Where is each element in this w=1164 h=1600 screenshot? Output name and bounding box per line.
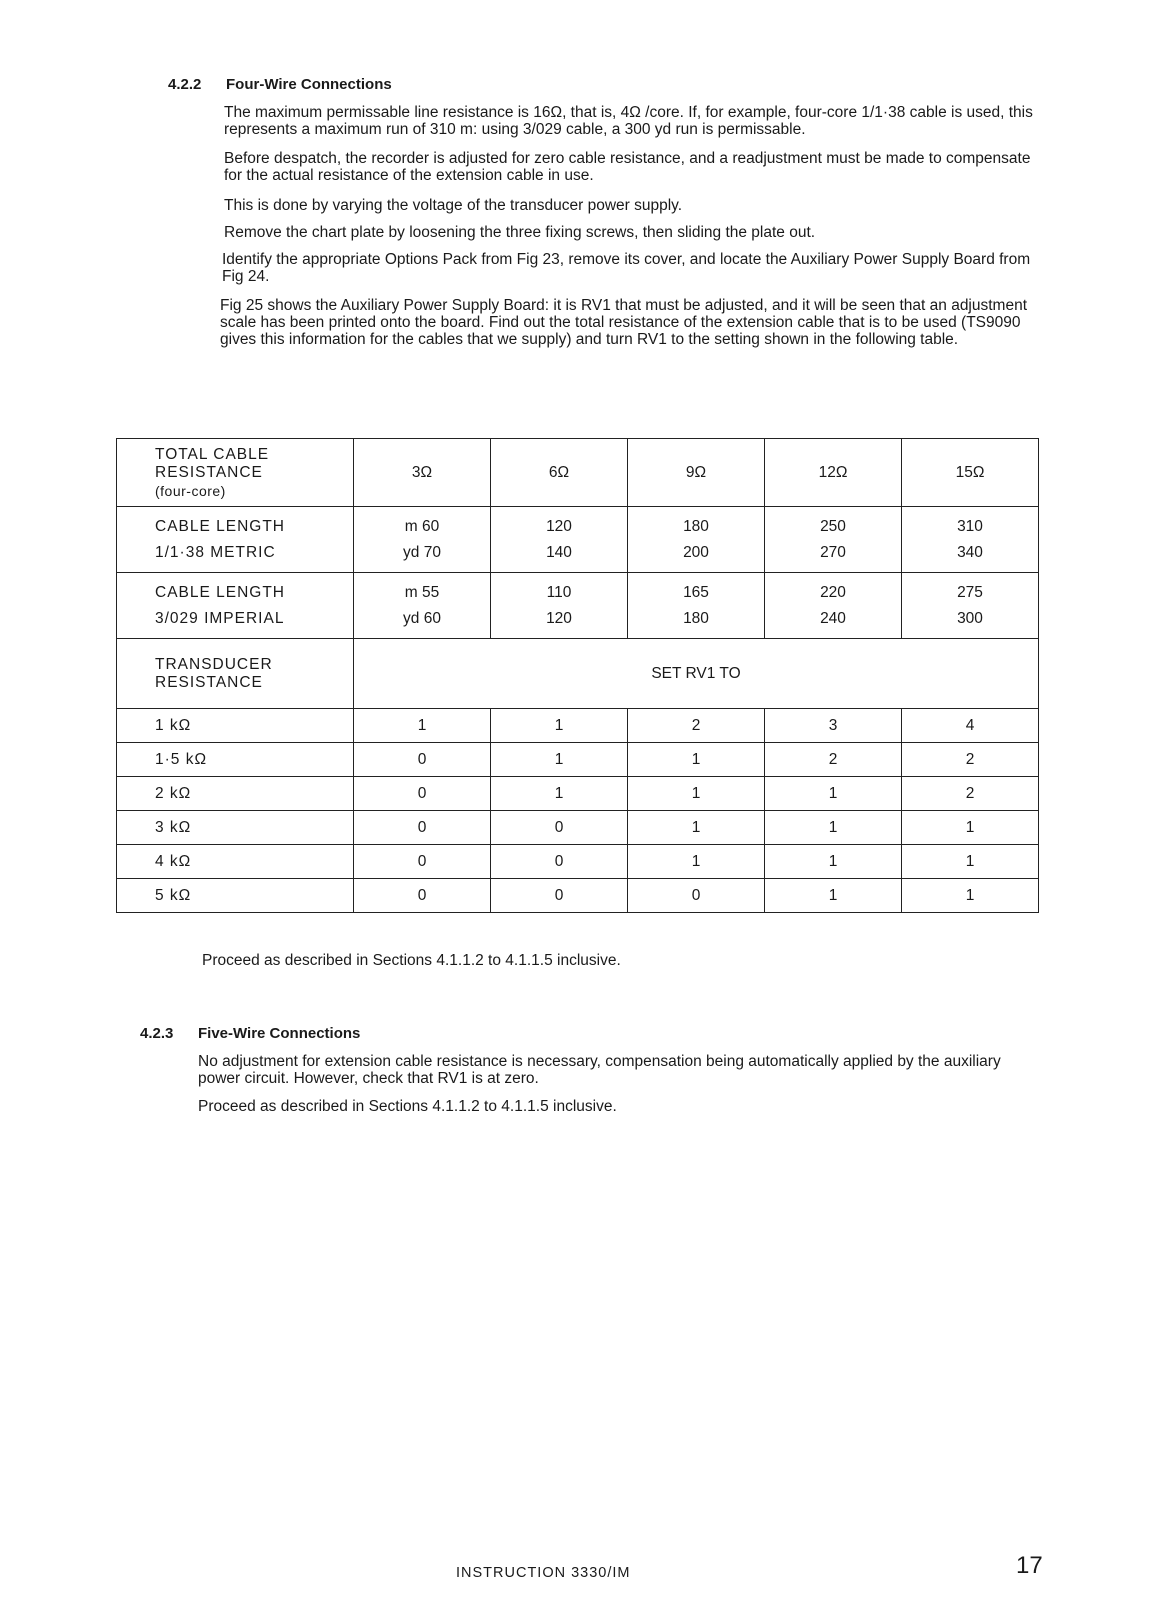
metric-cable-row <box>117 507 1039 573</box>
imperial-cell <box>902 573 1039 639</box>
section-423-heading <box>140 1025 360 1042</box>
rv1-setting: 2 <box>765 743 902 777</box>
rv1-setting: 0 <box>491 811 628 845</box>
metric-cell <box>902 507 1039 573</box>
metric-m-value: 120 <box>546 517 572 535</box>
transducer-label-cell <box>117 639 354 709</box>
imperial-m-value: 110 <box>546 583 572 601</box>
metric-yd-value: yd 70 <box>403 543 441 561</box>
transducer-label-line-1: TRANSDUCER <box>155 655 273 673</box>
transducer-resistance-label: 5 kΩ <box>117 879 354 913</box>
table-row <box>117 777 1039 811</box>
imperial-m-value: 275 <box>957 583 983 601</box>
rv1-setting: 0 <box>354 743 491 777</box>
transducer-resistance-label: 1 kΩ <box>117 709 354 743</box>
transducer-resistance-label: 4 kΩ <box>117 845 354 879</box>
rv1-setting: 1 <box>902 845 1039 879</box>
imperial-cell <box>491 573 628 639</box>
rv1-setting: 0 <box>628 879 765 913</box>
page-number: 17 <box>1016 1552 1043 1579</box>
rv1-setting: 0 <box>354 777 491 811</box>
header-label-line-2: RESISTANCE <box>155 463 263 481</box>
metric-label-line-2: 1/1·38 METRIC <box>155 543 276 561</box>
table-header-row <box>117 439 1039 507</box>
section-422-heading <box>168 76 392 93</box>
table-row <box>117 811 1039 845</box>
imperial-m-value: m 55 <box>404 583 440 601</box>
table-row <box>117 743 1039 777</box>
rv1-setting: 1 <box>491 709 628 743</box>
header-col-6ohm: 6Ω <box>491 439 628 507</box>
rv1-setting: 0 <box>491 879 628 913</box>
transducer-header-row <box>117 639 1039 709</box>
header-label-cell <box>117 439 354 507</box>
rv1-setting: 3 <box>765 709 902 743</box>
metric-label-line-1: CABLE LENGTH <box>155 517 286 535</box>
imperial-label-line-1: CABLE LENGTH <box>155 583 286 601</box>
imperial-cell <box>765 573 902 639</box>
header-col-15ohm: 15Ω <box>902 439 1039 507</box>
section-422-paragraph-1: The maximum permissable line resistance is 16Ω, that is, 4Ω /core. If, for example, four-core 1/1·38 cable is used, this represents a maximum run of 310 m: using 3/029 cable, a 300 yd run is permissable. <box>224 104 1033 138</box>
transducer-resistance-label: 1·5 kΩ <box>117 743 354 777</box>
imperial-m-value: 220 <box>820 583 846 601</box>
section-423-title: Five-Wire Connections <box>198 1025 361 1042</box>
rv1-setting: 0 <box>354 811 491 845</box>
rv1-setting: 0 <box>354 845 491 879</box>
metric-cell <box>354 507 491 573</box>
metric-cell <box>491 507 628 573</box>
rv1-setting: 2 <box>902 743 1039 777</box>
rv1-setting: 1 <box>902 811 1039 845</box>
section-422-title: Four-Wire Connections <box>226 76 392 93</box>
rv1-setting: 1 <box>628 811 765 845</box>
header-label-line-3: (four-core) <box>155 482 226 499</box>
metric-label-cell <box>117 507 354 573</box>
header-col-12ohm: 12Ω <box>765 439 902 507</box>
imperial-cable-row <box>117 573 1039 639</box>
metric-cell <box>628 507 765 573</box>
header-col-9ohm: 9Ω <box>628 439 765 507</box>
transducer-resistance-label: 3 kΩ <box>117 811 354 845</box>
rv1-setting: 1 <box>491 777 628 811</box>
section-422-paragraph-4: Remove the chart plate by loosening the three fixing screws, then sliding the plate out. <box>224 224 816 241</box>
imperial-cell <box>354 573 491 639</box>
imperial-yd-value: 240 <box>820 609 846 627</box>
rv1-setting: 1 <box>628 777 765 811</box>
transducer-resistance-label: 2 kΩ <box>117 777 354 811</box>
imperial-cell <box>628 573 765 639</box>
section-422-paragraph-5: Identify the appropriate Options Pack from Fig 23, remove its cover, and locate the Auxiliary Power Supply Board from Fig 24. <box>222 251 1031 285</box>
rv1-setting-table <box>116 438 1039 913</box>
metric-yd-value: 270 <box>820 543 846 561</box>
rv1-setting: 0 <box>354 879 491 913</box>
section-423-paragraph-2: Proceed as described in Sections 4.1.1.2 to 4.1.1.5 inclusive. <box>198 1098 617 1115</box>
imperial-label-cell <box>117 573 354 639</box>
rv1-setting: 1 <box>628 743 765 777</box>
metric-m-value: 250 <box>820 517 846 535</box>
rv1-setting: 1 <box>765 777 902 811</box>
imperial-label-line-2: 3/029 IMPERIAL <box>155 609 285 627</box>
metric-yd-value: 200 <box>683 543 709 561</box>
rv1-setting: 4 <box>902 709 1039 743</box>
rv1-setting: 1 <box>628 845 765 879</box>
rv1-setting: 1 <box>765 845 902 879</box>
rv1-setting: 2 <box>628 709 765 743</box>
set-rv1-label: SET RV1 TO <box>354 639 1039 709</box>
imperial-yd-value: 120 <box>546 609 572 627</box>
metric-yd-value: 340 <box>957 543 983 561</box>
imperial-m-value: 165 <box>683 583 709 601</box>
rv1-setting: 1 <box>765 811 902 845</box>
header-label-line-1: TOTAL CABLE <box>155 445 270 463</box>
metric-m-value: 180 <box>683 517 709 535</box>
section-423-paragraph-1: No adjustment for extension cable resistance is necessary, compensation being automatically applied by the auxiliary power circuit. However, check that RV1 is at zero. <box>198 1053 1001 1087</box>
rv1-setting: 1 <box>765 879 902 913</box>
transducer-label-line-2: RESISTANCE <box>155 673 263 691</box>
metric-m-value: 310 <box>957 517 983 535</box>
rv1-setting: 0 <box>491 845 628 879</box>
rv1-setting: 1 <box>902 879 1039 913</box>
section-422-paragraph-3: This is done by varying the voltage of the transducer power supply. <box>224 197 683 214</box>
table-row <box>117 879 1039 913</box>
section-423-number: 4.2.3 <box>140 1025 174 1042</box>
rv1-setting: 1 <box>354 709 491 743</box>
section-422-number: 4.2.2 <box>168 76 202 93</box>
imperial-yd-value: yd 60 <box>403 609 441 627</box>
table-row <box>117 845 1039 879</box>
section-422-proceed-note: Proceed as described in Sections 4.1.1.2 to 4.1.1.5 inclusive. <box>202 952 621 969</box>
section-422-paragraph-2: Before despatch, the recorder is adjusted for zero cable resistance, and a readjustment must be made to compensate for the actual resistance of the extension cable in use. <box>224 150 1031 184</box>
imperial-yd-value: 300 <box>957 609 983 627</box>
section-422-paragraph-6: Fig 25 shows the Auxiliary Power Supply Board: it is RV1 that must be adjusted, and it will be seen that an adjustment scale has been printed onto the board. Find out the total resistance of the extension cable that is to be used (TS9090 gives this information for the cables that we supply) and turn RV1 to the setting shown in the following table. <box>220 297 1028 348</box>
table-row <box>117 709 1039 743</box>
metric-cell <box>765 507 902 573</box>
metric-yd-value: 140 <box>546 543 572 561</box>
imperial-yd-value: 180 <box>683 609 709 627</box>
header-col-3ohm: 3Ω <box>354 439 491 507</box>
instruction-footer: INSTRUCTION 3330/IM <box>456 1565 631 1581</box>
rv1-setting: 2 <box>902 777 1039 811</box>
metric-m-value: m 60 <box>404 517 440 535</box>
rv1-setting: 1 <box>491 743 628 777</box>
